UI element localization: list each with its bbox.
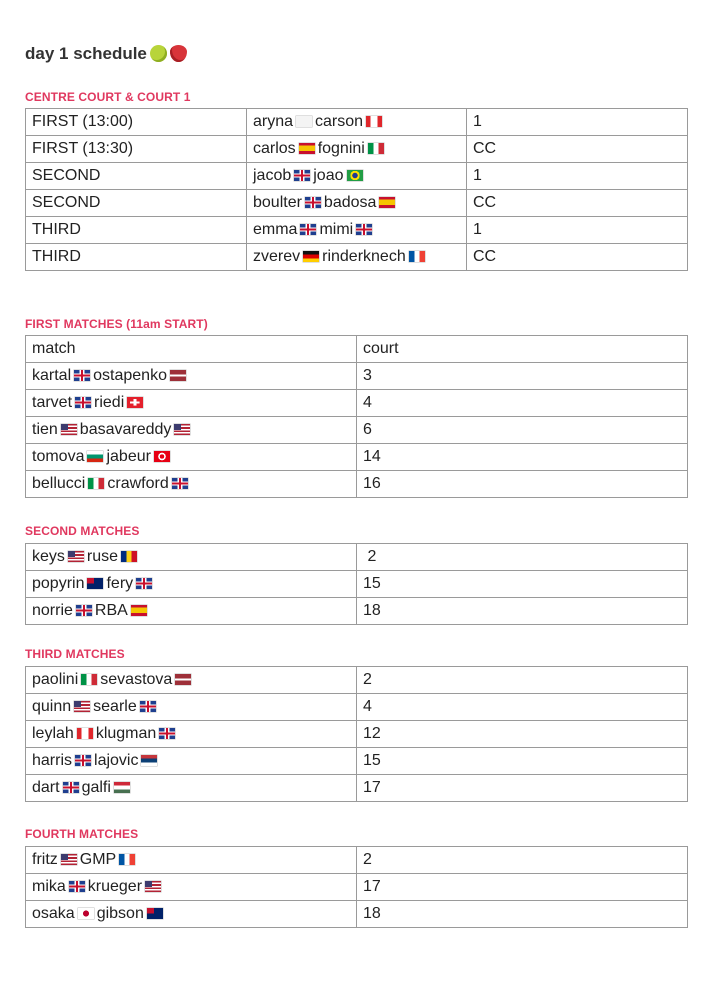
court-cell	[467, 244, 688, 271]
flag-italy-icon	[88, 478, 104, 489]
match-cell	[26, 544, 357, 571]
order-cell	[26, 244, 247, 271]
player-one-name: popyrin	[32, 575, 85, 592]
match-cell	[26, 667, 357, 694]
order-cell	[26, 136, 247, 163]
flag-uk-icon	[76, 605, 92, 616]
title-text: day 1 schedule	[25, 44, 147, 63]
flag-italy-icon	[368, 143, 384, 154]
player-one-name: bellucci	[32, 475, 86, 492]
court-cell	[467, 109, 688, 136]
section-heading	[25, 90, 191, 104]
player-one-name: tarvet	[32, 394, 73, 411]
match-cell	[247, 217, 467, 244]
flag-italy-icon	[81, 674, 97, 685]
court-cell	[357, 417, 688, 444]
section-heading	[25, 317, 208, 331]
player-one-name: boulter	[253, 194, 302, 211]
flag-switzerland-icon	[127, 397, 143, 408]
table-row	[26, 471, 688, 498]
table-row	[26, 363, 688, 390]
player-two-name: jabeur	[106, 448, 151, 465]
match-cell	[247, 109, 467, 136]
table-row	[26, 444, 688, 471]
table-row	[26, 109, 688, 136]
header-court-label: court	[363, 340, 399, 357]
court-value: 16	[363, 475, 381, 492]
court-value: 1	[473, 113, 482, 130]
player-two-name: crawford	[107, 475, 169, 492]
player-one-name: tomova	[32, 448, 85, 465]
match-cell	[247, 190, 467, 217]
court-value: 18	[363, 602, 381, 619]
table-row	[26, 390, 688, 417]
player-one-name: jacob	[253, 167, 292, 184]
flag-usa-icon	[74, 701, 90, 712]
match-cell	[26, 775, 357, 802]
player-two-name: rinderknech	[322, 248, 406, 265]
flag-uk-icon	[294, 170, 310, 181]
section-heading	[25, 647, 125, 661]
player-two-name: klugman	[95, 725, 157, 742]
court-cell	[357, 544, 688, 571]
flag-hungary-icon	[114, 782, 130, 793]
match-cell	[26, 847, 357, 874]
table-row	[26, 847, 688, 874]
court-value: 17	[363, 878, 381, 895]
player-two-name: mimi	[319, 221, 354, 238]
court-value: 2	[363, 851, 372, 868]
header-match-label: match	[32, 340, 76, 357]
order-label: SECOND	[32, 167, 101, 184]
match-cell	[26, 901, 357, 928]
flag-usa-icon	[174, 424, 190, 435]
player-two-name: fognini	[317, 140, 365, 157]
player-one-name: norrie	[32, 602, 73, 619]
player-one-name: emma	[253, 221, 298, 238]
player-two-name: carson	[315, 113, 364, 130]
player-one-name: aryna	[253, 113, 294, 130]
flag-canada-icon	[366, 116, 382, 127]
table-row	[26, 544, 688, 571]
flag-uk-icon	[63, 782, 79, 793]
table-row	[26, 694, 688, 721]
player-one-name: dart	[32, 779, 60, 796]
header-court-cell	[357, 336, 688, 363]
match-cell	[26, 390, 357, 417]
court-value: 6	[363, 421, 372, 438]
court-cell	[357, 363, 688, 390]
schedule-table	[25, 108, 688, 271]
section-heading	[25, 827, 138, 841]
player-one-name: fritz	[32, 851, 58, 868]
section-heading-text: SECOND MATCHES	[25, 524, 140, 538]
table-row	[26, 417, 688, 444]
order-cell	[26, 109, 247, 136]
table-row	[26, 163, 688, 190]
player-two-name: ruse	[86, 548, 119, 565]
flag-latvia-icon	[170, 370, 186, 381]
player-one-name: zverev	[253, 248, 301, 265]
court-value: 4	[363, 698, 372, 715]
match-cell	[26, 571, 357, 598]
court-cell	[357, 775, 688, 802]
flag-usa-icon	[68, 551, 84, 562]
flag-serbia-icon	[141, 755, 157, 766]
court-value: CC	[473, 194, 497, 211]
section-heading-text: CENTRE COURT & COURT 1	[25, 90, 191, 104]
flag-usa-icon	[61, 424, 77, 435]
player-two-name: krueger	[87, 878, 143, 895]
flag-tunisia-icon	[154, 451, 170, 462]
player-one-name: kartal	[32, 367, 72, 384]
flag-germany-icon	[303, 251, 319, 262]
flag-uk-icon	[356, 224, 372, 235]
table-header-row	[26, 336, 688, 363]
player-one-name: carlos	[253, 140, 296, 157]
flag-brazil-icon	[347, 170, 363, 181]
order-label: THIRD	[32, 221, 81, 238]
court-cell	[467, 163, 688, 190]
flag-france-icon	[409, 251, 425, 262]
schedule-table	[25, 846, 688, 928]
flag-australia-icon	[147, 908, 163, 919]
tennis-ball-icon	[150, 45, 167, 62]
player-one-name: tien	[32, 421, 58, 438]
player-one-name: mika	[32, 878, 66, 895]
match-cell	[247, 244, 467, 271]
table-row	[26, 901, 688, 928]
order-cell	[26, 217, 247, 244]
player-one-name: quinn	[32, 698, 72, 715]
match-cell	[26, 363, 357, 390]
flag-uk-icon	[172, 478, 188, 489]
table-row	[26, 217, 688, 244]
flag-spain-icon	[379, 197, 395, 208]
court-value: 1	[473, 167, 482, 184]
player-two-name: lajovic	[94, 752, 139, 769]
flag-spain-icon	[131, 605, 147, 616]
flag-usa-icon	[145, 881, 161, 892]
court-value: 15	[363, 752, 381, 769]
court-value: 17	[363, 779, 381, 796]
court-value: 3	[363, 367, 372, 384]
court-cell	[357, 471, 688, 498]
flag-spain-icon	[299, 143, 315, 154]
court-cell	[467, 136, 688, 163]
court-cell	[357, 571, 688, 598]
section-heading-text: FOURTH MATCHES	[25, 827, 139, 841]
court-cell	[357, 847, 688, 874]
match-cell	[26, 417, 357, 444]
table-row	[26, 598, 688, 625]
flag-latvia-icon	[175, 674, 191, 685]
table-row	[26, 721, 688, 748]
order-label: FIRST (13:00)	[32, 113, 134, 130]
player-two-name: sevastova	[100, 671, 173, 688]
court-cell	[357, 721, 688, 748]
order-cell	[26, 190, 247, 217]
schedule-table	[25, 335, 688, 498]
court-cell	[357, 667, 688, 694]
order-label: THIRD	[32, 248, 81, 265]
header-match-cell	[26, 336, 357, 363]
court-value: 15	[363, 575, 381, 592]
strawberry-icon	[170, 45, 187, 62]
order-label: SECOND	[32, 194, 101, 211]
section-heading	[25, 524, 140, 538]
match-cell	[247, 136, 467, 163]
section-heading-text: FIRST MATCHES (11am START)	[25, 317, 208, 331]
player-two-name: galfi	[81, 779, 111, 796]
court-cell	[357, 694, 688, 721]
page-title	[25, 44, 187, 64]
schedule-table	[25, 543, 688, 625]
match-cell	[26, 694, 357, 721]
table-row	[26, 874, 688, 901]
player-one-name: osaka	[32, 905, 75, 922]
schedule-table	[25, 666, 688, 802]
table-row	[26, 775, 688, 802]
court-value: CC	[473, 140, 497, 157]
court-cell	[357, 748, 688, 775]
flag-uk-icon	[74, 370, 90, 381]
flag-uk-icon	[140, 701, 156, 712]
match-cell	[26, 444, 357, 471]
table-row	[26, 136, 688, 163]
player-two-name: fery	[106, 575, 134, 592]
table-row	[26, 190, 688, 217]
flag-uk-icon	[136, 578, 152, 589]
flag-canada-icon	[77, 728, 93, 739]
order-label: FIRST (13:30)	[32, 140, 134, 157]
player-two-name: GMP	[79, 851, 117, 868]
court-value: 14	[363, 448, 381, 465]
flag-uk-icon	[305, 197, 321, 208]
flag-uk-icon	[159, 728, 175, 739]
player-two-name: ostapenko	[93, 367, 167, 384]
player-one-name: paolini	[32, 671, 79, 688]
flag-bulgaria-icon	[87, 451, 103, 462]
court-cell	[467, 190, 688, 217]
player-two-name: RBA	[94, 602, 128, 619]
flag-romania-icon	[121, 551, 137, 562]
flag-japan-icon	[78, 908, 94, 919]
court-value: 4	[363, 394, 372, 411]
match-cell	[26, 471, 357, 498]
court-cell	[467, 217, 688, 244]
player-one-name: harris	[32, 752, 73, 769]
court-value: 12	[363, 725, 381, 742]
player-one-name: leylah	[32, 725, 74, 742]
match-cell	[26, 874, 357, 901]
court-value: 2	[363, 548, 377, 565]
player-two-name: badosa	[323, 194, 377, 211]
table-row	[26, 667, 688, 694]
section-heading-text: THIRD MATCHES	[25, 647, 125, 661]
player-two-name: riedi	[94, 394, 125, 411]
match-cell	[26, 721, 357, 748]
court-value: 1	[473, 221, 482, 238]
table-row	[26, 748, 688, 775]
court-value: 2	[363, 671, 372, 688]
flag-france-icon	[119, 854, 135, 865]
match-cell	[26, 748, 357, 775]
flag-usa-icon	[61, 854, 77, 865]
court-value: CC	[473, 248, 497, 265]
flag-uk-icon	[75, 397, 91, 408]
flag-uk-icon	[300, 224, 316, 235]
player-one-name: keys	[32, 548, 65, 565]
match-cell	[247, 163, 467, 190]
match-cell	[26, 598, 357, 625]
player-two-name: searle	[93, 698, 137, 715]
flag-uk-icon	[69, 881, 85, 892]
table-row	[26, 244, 688, 271]
table-row	[26, 571, 688, 598]
flag-white-icon	[296, 116, 312, 127]
court-cell	[357, 390, 688, 417]
player-two-name: gibson	[96, 905, 144, 922]
court-cell	[357, 444, 688, 471]
court-cell	[357, 598, 688, 625]
flag-uk-icon	[75, 755, 91, 766]
court-value: 18	[363, 905, 381, 922]
court-cell	[357, 874, 688, 901]
flag-australia-icon	[87, 578, 103, 589]
player-two-name: joao	[313, 167, 344, 184]
order-cell	[26, 163, 247, 190]
court-cell	[357, 901, 688, 928]
player-two-name: basavareddy	[79, 421, 172, 438]
